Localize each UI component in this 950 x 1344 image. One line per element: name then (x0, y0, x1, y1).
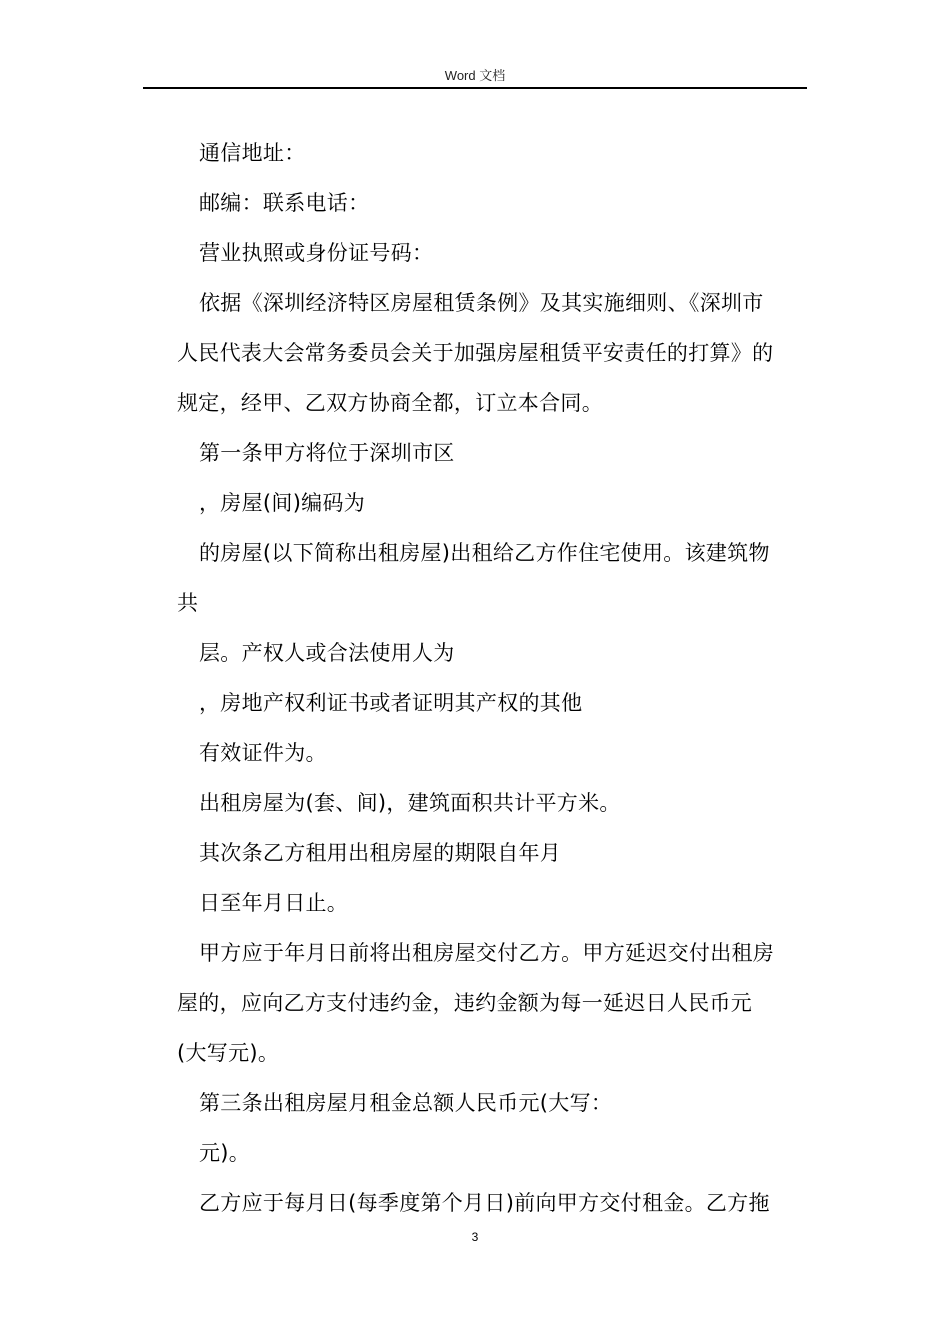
body-line: 人民代表大会常务委员会关于加强房屋租赁平安责任的打算》的 (177, 341, 774, 365)
body-line: 其次条乙方租用出租房屋的期限自年月 (199, 841, 562, 865)
body-line: 出租房屋为(套、间)，建筑面积共计平方米。 (199, 791, 621, 815)
body-line: ，房屋(间)编码为 (199, 491, 366, 515)
body-line: 甲方应于年月日前将出租房屋交付乙方。甲方延迟交付出租房 (199, 941, 775, 965)
body-line: 营业执照或身份证号码： (199, 241, 434, 265)
body-line: 依据《深圳经济特区房屋租赁条例》及其实施细则、《深圳市 (199, 291, 764, 315)
body-line: 规定，经甲、乙双方协商全都，订立本合同。 (177, 391, 603, 415)
body-line: 通信地址： (199, 141, 306, 165)
body-line: ，房地产权利证书或者证明其产权的其他 (199, 691, 583, 715)
document-body (177, 128, 807, 1228)
body-line: (大写元)。 (177, 1041, 280, 1065)
body-line: 第一条甲方将位于深圳市区 (199, 441, 455, 465)
body-line: 屋的，应向乙方支付违约金，违约金额为每一延迟日人民币元 (177, 991, 753, 1015)
body-line: 乙方应于每月日(每季度第个月日)前向甲方交付租金。乙方拖 (199, 1191, 770, 1215)
body-line: 共 (177, 591, 199, 615)
body-line: 日至年月日止。 (199, 891, 349, 915)
body-line: 第三条出租房屋月租金总额人民币元(大写： (199, 1091, 613, 1115)
body-line: 有效证件为。 (199, 741, 327, 765)
body-line: 邮编：联系电话： (199, 191, 370, 215)
body-line: 的房屋(以下简称出租房屋)出租给乙方作住宅使用。该建筑物 (199, 541, 770, 565)
header-rule (143, 87, 807, 89)
page-header: Word 文档 (444, 68, 506, 83)
body-line: 层。产权人或合法使用人为 (199, 641, 455, 665)
body-line: 元)。 (199, 1141, 251, 1165)
page-number: 3 (471, 1230, 479, 1244)
